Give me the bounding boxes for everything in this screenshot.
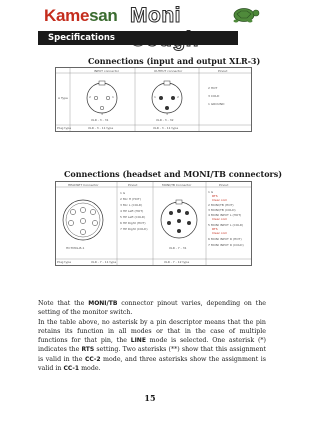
xlr-output-pin-2: 2 [177,95,179,99]
xlr-pinout-2: 1 GROUND [208,102,225,106]
headset-caption: HC7M0L-B-1 [66,246,85,250]
xlr-diagram-lines [56,68,251,131]
xlr-plug-type-label: Plug type [57,126,72,130]
xlr-section-title: Connections (input and output XLR-3) [88,56,261,66]
moni-col-connector: MONI/TB Connector [162,183,192,187]
xlr-col-output: OUTPUT connector [154,69,183,73]
moni-caption: XLR - 7 - 31 [169,246,187,250]
xlr-input-plug: XLR - 3 - 11 type [88,126,114,130]
headset-connector [63,200,103,240]
xlr-output-pin-3: 3 [166,112,168,116]
xlr-output-pin-1: 1 [154,95,156,99]
section-bar-label: Specifications [48,33,115,43]
moni-pinout-6: 7 MONI INPUT R (COLD) [208,243,244,247]
moni-pinout-4: 5 MONI INPUT L (COLD) [208,223,244,227]
xlr-pinout-1: 3 COLD [208,94,220,98]
xlr-input-pin-1: 1 [112,95,114,99]
moni-pinout-red-0: RTS [212,194,218,198]
headset-pinout-0: 1 G [120,191,126,195]
turtle-icon [228,4,260,24]
headset-plug-type-label: Plug type [57,260,72,264]
xlr-col-pinout: Pinout [218,69,228,73]
moni-tb-connector [161,200,197,238]
moni-pinout-5: 6 MONI INPUT R (HOT) [208,237,242,241]
moni-pinout-red-3: RTS [212,227,218,231]
headset-diagram [55,181,252,266]
headset-pinout-5: 6 HP Right (HOT) [120,221,146,225]
xlr-input-caption: XLR - 3 - 31 [91,118,109,122]
paragraph-2: In the table above, no asterisk by a pin descriptor means that the pin retains its function in all modes or that in the case of multiple functions for that pin, the LINE mode is selected. One asterisk (*) indicates the RTS setting. Two asterisks (**) show that this assignment is valid in the CC-2 mode, and three asterisks show the assignment is valid in CC-1 mode. [38,318,267,373]
headset-pinout-2: 3 Mic L (COLD) [120,203,143,207]
headset-pinout-4: 5 HP Left (COLD) [120,215,146,219]
headset-pinout-1: 2 Mic H (HOT) [120,197,141,201]
xlr-col-input: INPUT connector [94,69,119,73]
headset-col-pinout: Pinout [128,183,138,187]
xlr-row-label: A Type [58,96,68,100]
xlr-pinout-0: 2 HOT [208,86,218,90]
moni-col-pinout: Pinout [219,183,229,187]
moni-pinout-0: 1 G [208,190,214,194]
body-text [38,299,266,373]
moni-pinout-red-4: Clear com [212,231,228,235]
page-number: 15 [144,393,156,403]
xlr-diagram [55,67,252,132]
paragraph-1: Note that the MONI/TB connector pinout varies, depending on the setting of the monitor switch. [38,300,266,317]
headset-col-connector: HEADSET Connector [68,183,99,187]
moni-plug: XLR - 7 - 12 type [164,260,190,264]
headset-plug: XLR - 7 - 11 type [91,260,117,264]
xlr-input-pin-2: 2 [89,95,91,99]
xlr-output-caption: XLR - 3 - 32 [156,118,174,122]
headset-pinout-6: 7 HP Right (COLD) [120,227,148,231]
moni-pinout-2: 3 MONI/TB (COLD) [208,208,236,212]
headset-section-title: Connections (headset and MONI/TB connectors) [64,169,283,179]
brand-kamesan: Kamesan [44,6,118,25]
moni-pinout-1: 2 MONI/TB (HOT) [208,203,234,207]
headset-pinout-3: 4 HP Left (HOT) [120,209,144,213]
xlr-input-pin-3: 3 [101,112,103,116]
moni-pinout-red-2: Clear com [212,217,228,221]
product-name: Moni [130,4,181,27]
xlr-output-plug: XLR - 3 - 11 type [153,126,179,130]
moni-pinout-3: 4 MONI INPUT L (HOT) [208,213,242,217]
moni-pinout-red-1: Clear com [212,198,228,202]
